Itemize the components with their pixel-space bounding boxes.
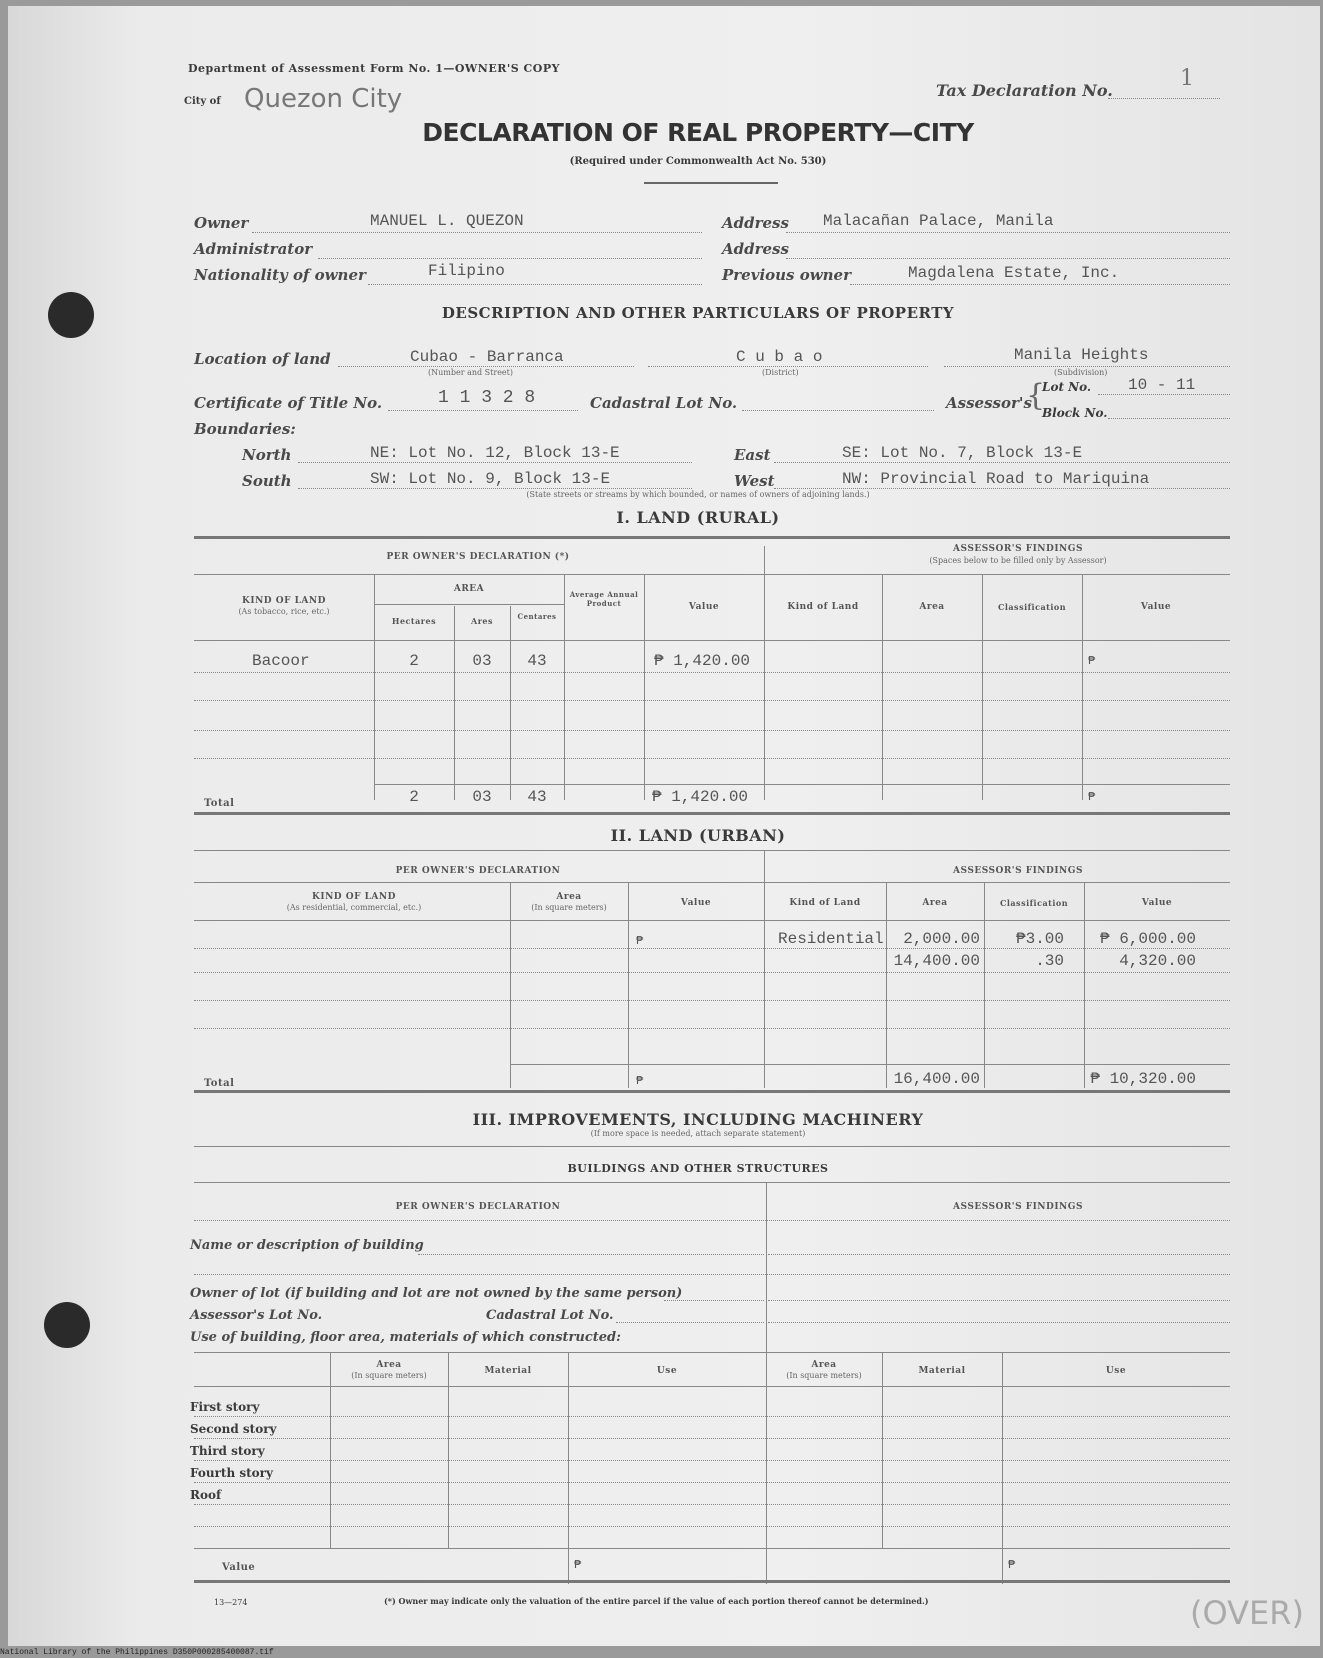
lot-no-value: 10 - 11: [1128, 376, 1196, 394]
rural-col-kind-sub: (As tobacco, rice, etc.): [238, 607, 330, 616]
nationality-label: Nationality of owner: [194, 266, 366, 284]
urban-col-area: Area: [556, 892, 582, 902]
urban-col-a-class: Classification: [999, 898, 1069, 908]
document-title: DECLARATION OF REAL PROPERTY—CITY: [422, 118, 974, 147]
rural-total-centares: 43: [527, 788, 547, 806]
tax-declaration-label: Tax Declaration No.: [936, 81, 1113, 100]
certificate-value: 1 1 3 2 8: [438, 388, 536, 408]
urban-col-kind: KIND OF LAND: [312, 892, 396, 902]
rural-row-centares: 43: [527, 652, 547, 670]
impr-a-col-material: Material: [918, 1366, 966, 1376]
owner-of-lot-label: Owner of lot (if building and lot are not owned by the same person): [190, 1286, 683, 1301]
urban-col-a-area: Area: [922, 898, 948, 908]
rural-row-ares: 03: [472, 652, 492, 670]
document-page: [8, 6, 1320, 1646]
rural-col-a-area: Area: [919, 602, 945, 612]
rural-col-a-kind: Kind of Land: [787, 602, 859, 612]
buildings-section: BUILDINGS AND OTHER STRUCTURES: [567, 1162, 829, 1175]
improvements-subheading: (If more space is needed, attach separate statement): [590, 1129, 806, 1138]
description-heading: DESCRIPTION AND OTHER PARTICULARS OF PROPERTY: [441, 304, 955, 322]
floor-roof: Roof: [190, 1488, 222, 1502]
building-name-label: Name or description of building: [190, 1238, 424, 1253]
form-code: 13—274: [214, 1598, 248, 1607]
rural-col-hectares: Hectares: [391, 616, 437, 626]
improvements-cadastral-label: Cadastral Lot No.: [486, 1308, 614, 1323]
floor-third-story: Third story: [190, 1444, 265, 1458]
urban-row2-a-value: 4,320.00: [1119, 952, 1196, 970]
punch-hole-bottom: [44, 1302, 90, 1348]
rural-row-a-value: ₱: [1088, 654, 1096, 668]
urban-total-label: Total: [204, 1078, 235, 1089]
archive-caption: National Library of the Philippines D350P000285400087.tif: [0, 1648, 274, 1657]
west-label: West: [734, 472, 775, 490]
impr-col-area: Area: [376, 1360, 402, 1370]
east-value: SE: Lot No. 7, Block 13-E: [842, 444, 1083, 462]
rural-total-hectares: 2: [409, 788, 419, 806]
block-no-label: Block No.: [1042, 406, 1108, 420]
improvements-heading: III. IMPROVEMENTS, INCLUDING MACHINERY: [472, 1110, 924, 1129]
west-value: NW: Provincial Road to Mariquina: [842, 470, 1150, 488]
rural-total-label: Total: [204, 798, 235, 809]
improvements-value-label: Value: [222, 1562, 256, 1573]
boundaries-caption: (State streets or streams by which bounded, or names of owners of adjoining lands.): [526, 490, 870, 499]
urban-row1-a-class: ₱3.00: [1015, 930, 1064, 948]
impr-a-col-area: Area: [811, 1360, 837, 1370]
impr-col-use: Use: [656, 1366, 678, 1376]
assessors-label: Assessor's: [946, 394, 1032, 412]
impr-a-col-use: Use: [1105, 1366, 1127, 1376]
urban-row1-a-value: ₱ 6,000.00: [1099, 930, 1196, 948]
impr-a-col-area-sub: (In square meters): [786, 1371, 862, 1380]
document-subtitle: (Required under Commonwealth Act No. 530): [569, 156, 827, 167]
urban-row2-a-area: 14,400.00: [893, 952, 980, 970]
floor-first-story: First story: [190, 1400, 260, 1414]
rural-col-avg: Average Annual Product: [569, 590, 639, 608]
urban-heading: II. LAND (URBAN): [610, 826, 786, 845]
rural-col-ares: Ares: [470, 616, 493, 626]
improvements-assessor-findings: ASSESSOR'S FINDINGS: [953, 1202, 1083, 1212]
rural-row-value: ₱ 1,420.00: [654, 652, 751, 670]
urban-col-a-value: Value: [1141, 898, 1173, 908]
rural-row-kind: Bacoor: [252, 652, 310, 670]
rural-col-kind: KIND OF LAND: [242, 596, 326, 606]
administrator-address-label: Address: [722, 240, 789, 258]
owner-address-value: Malacañan Palace, Manila: [823, 212, 1054, 230]
district-value: C u b a o: [736, 348, 823, 366]
rural-col-value: Value: [688, 602, 720, 612]
owner-label: Owner: [194, 214, 249, 232]
improvements-owner-declaration: PER OWNER'S DECLARATION: [395, 1202, 561, 1212]
rural-total-value: ₱ 1,420.00: [652, 788, 749, 806]
urban-col-value: Value: [680, 898, 712, 908]
urban-total-value: ₱: [636, 1074, 644, 1088]
street-caption: (Number and Street): [428, 368, 513, 377]
south-label: South: [242, 472, 292, 490]
rural-heading: I. LAND (RURAL): [616, 508, 780, 527]
rural-total-ares: 03: [472, 788, 492, 806]
previous-owner-label: Previous owner: [722, 266, 851, 284]
urban-assessor-findings: ASSESSOR'S FINDINGS: [953, 866, 1083, 876]
urban-row1-a-kind: Residential: [778, 930, 884, 948]
floor-second-story: Second story: [190, 1422, 277, 1436]
urban-total-a-value: ₱ 10,320.00: [1090, 1070, 1196, 1088]
district-caption: (District): [762, 368, 799, 377]
location-label: Location of land: [194, 350, 331, 368]
form-line: Department of Assessment Form No. 1—OWNER'S COPY: [188, 62, 560, 75]
improvements-value-assessor: ₱: [1008, 1558, 1016, 1572]
south-value: SW: Lot No. 9, Block 13-E: [370, 470, 611, 488]
impr-col-material: Material: [484, 1366, 532, 1376]
lot-no-label: Lot No.: [1042, 380, 1092, 394]
city-handwritten: Quezon City: [244, 84, 403, 114]
certificate-label: Certificate of Title No.: [194, 394, 383, 412]
rural-total-a-value: ₱: [1088, 790, 1096, 804]
rural-assessor-note: (Spaces below to be filled only by Assessor): [929, 556, 1107, 565]
assessor-brace: {: [1026, 378, 1046, 413]
urban-row1-a-area: 2,000.00: [903, 930, 980, 948]
urban-col-kind-sub: (As residential, commercial, etc.): [286, 903, 422, 912]
rural-col-area: AREA: [453, 584, 485, 594]
urban-row2-a-class: .30: [1035, 952, 1064, 970]
urban-col-area-sub: (In square meters): [531, 903, 607, 912]
owner-address-label: Address: [722, 214, 789, 232]
over-stamp: (OVER): [1190, 1594, 1304, 1632]
rural-col-a-class: Classification: [997, 602, 1067, 612]
rural-col-centares: Centares: [517, 612, 557, 621]
rural-row-hectares: 2: [409, 652, 419, 670]
boundaries-label: Boundaries:: [194, 420, 296, 438]
owner-value: MANUEL L. QUEZON: [370, 212, 524, 230]
rural-assessor-findings: ASSESSOR'S FINDINGS: [953, 544, 1083, 554]
impr-col-area-sub: (In square meters): [351, 1371, 427, 1380]
use-of-building-label: Use of building, floor area, materials of which constructed:: [190, 1330, 621, 1345]
north-label: North: [242, 446, 292, 464]
floor-fourth-story: Fourth story: [190, 1466, 273, 1480]
administrator-label: Administrator: [194, 240, 313, 258]
subdivision-caption: (Subdivision): [1054, 368, 1108, 377]
north-value: NE: Lot No. 12, Block 13-E: [370, 444, 620, 462]
punch-hole-top: [48, 292, 94, 338]
valuation-note: (*) Owner may indicate only the valuation of the entire parcel if the value of each portion thereof cannot be determined.): [384, 1596, 929, 1606]
urban-col-a-kind: Kind of Land: [789, 898, 861, 908]
rural-owner-declaration: PER OWNER'S DECLARATION (*): [386, 552, 570, 562]
cadastral-label: Cadastral Lot No.: [590, 394, 738, 412]
improvements-value-owner: ₱: [574, 1558, 582, 1572]
subdivision-value: Manila Heights: [1014, 346, 1149, 364]
urban-owner-declaration: PER OWNER'S DECLARATION: [395, 866, 561, 876]
rural-col-a-value: Value: [1140, 602, 1172, 612]
nationality-value: Filipino: [428, 262, 505, 280]
previous-owner-value: Magdalena Estate, Inc.: [908, 264, 1120, 282]
urban-row1-value: ₱: [636, 934, 644, 948]
assessor-lot-label: Assessor's Lot No.: [190, 1308, 323, 1323]
tax-declaration-value: 1: [1180, 66, 1194, 91]
street-value: Cubao - Barranca: [410, 348, 564, 366]
city-label: City of: [184, 96, 221, 107]
urban-total-a-area: 16,400.00: [893, 1070, 980, 1088]
east-label: East: [734, 446, 771, 464]
